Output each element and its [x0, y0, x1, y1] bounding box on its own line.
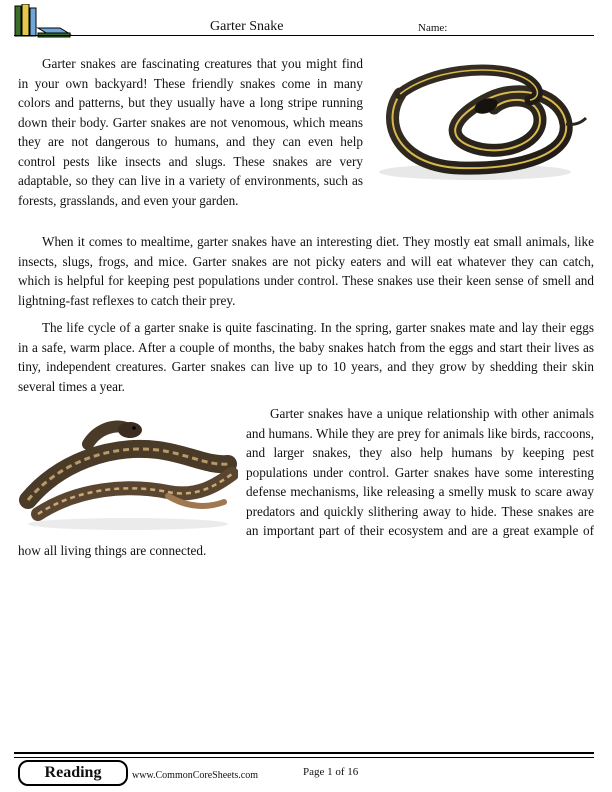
paragraph-relationships-block [18, 404, 594, 560]
books-logo-icon [14, 4, 72, 38]
stretched-snake-photo [18, 404, 238, 532]
coiled-snake-photo [370, 54, 588, 182]
site-url: www.CommonCoreSheets.com [132, 770, 259, 781]
footer-divider-thin [14, 757, 594, 758]
paragraph-life-cycle: The life cycle of a garter snake is quite fascinating. In the spring, garter snakes mate and lay their eggs in a safe, warm place. After a couple of months, the baby snakes hatch from the eggs and start their lives as tiny, independent creatures. Garter snakes can live up to 10 years, and they grow by shedding their skin several times a year. [18, 320, 594, 394]
paragraph-diet: When it comes to mealtime, garter snakes have an interesting diet. They mostly eat small animals, like insects, slugs, frogs, and mice. Garter snakes are not picky eaters and will eat whatever they can catch, which is helpful for keeping pest populations under control. These snakes use their keen sense of smell and lightning-fast reflexes to catch their prey. [18, 234, 594, 308]
worksheet-title: Garter Snake [210, 19, 284, 34]
subject-badge: Reading [18, 760, 128, 786]
footer-divider-thick [14, 752, 594, 754]
paragraph-relationships: Garter snakes have a unique relationship with other animals and humans. While they are prey for animals like birds, raccoons, and larger snakes, they also help humans by keeping pest populations under control. Garter snakes have some interesting defense mechanisms, like releasing a smelly musk to scare away predators and quickly slithering away to hide. These snakes are an important part of their ecosystem and are a great example of how all living things are connected. [18, 406, 594, 558]
paragraph-intro: Garter snakes are fascinating creatures that you might find in your own backyard! These friendly snakes come in many colors and patterns, but they usually have a long stripe running down their body. Garter snakes are not venomous, which means they are not dangerous to humans, and they can even help control pests like insects and slugs. These snakes are very adaptable, so they can live in a variety of environments, such as forests, grasslands, and even your garden. [18, 56, 363, 208]
name-label: Name: [418, 22, 448, 34]
page-number: Page 1 of 16 [303, 766, 359, 778]
header-divider [14, 35, 594, 36]
